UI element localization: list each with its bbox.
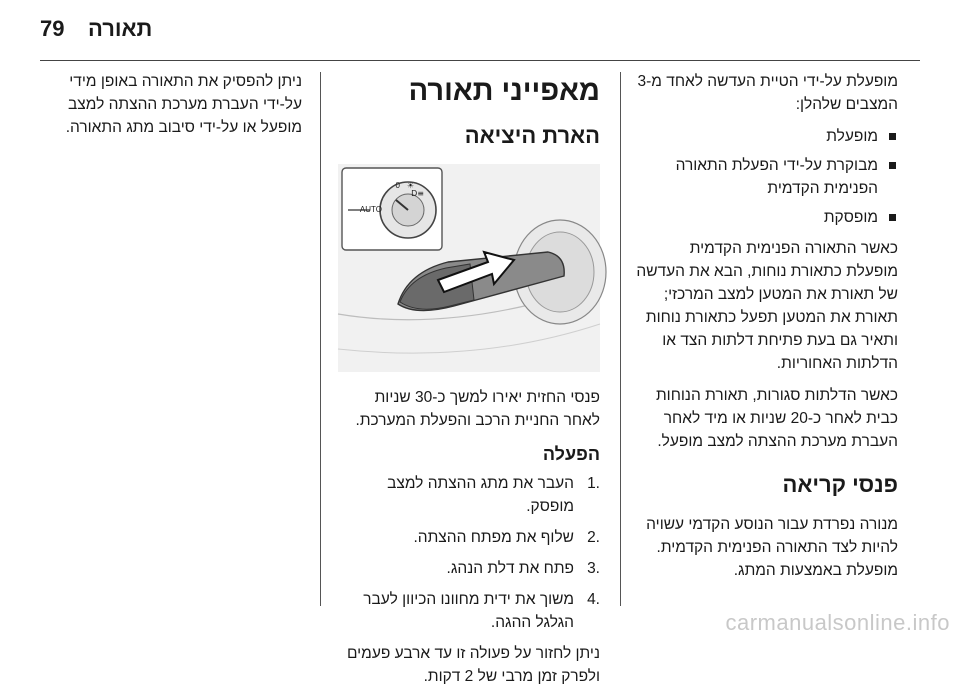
comfort-light-paragraph: כאשר התאורה הפנימית הקדמית מופעלת כתאורת נוחות, הבא את העדשה של תאורת את המטען למצב המרכזי; תאורת את המטען תפעל כתאורת נוחות ותאיר גם בעת פתיחת דלתות הצד או הדלתות האחוריות. [636,240,898,372]
dial-label: ≡D [411,189,424,198]
dial-label: 0 [395,181,400,190]
middle-column [338,70,600,697]
page-header [0,0,960,62]
step-number: 3. [587,560,600,577]
exit-lighting-illustration [338,164,600,372]
step-text: העבר את מתג ההצתה למצב מופסק. [387,475,574,515]
section-title: מאפייני תאורה [408,75,600,107]
step-text: משוך את ידית מחוונו הכיוון לעבר הגלגל ההגה. [363,591,574,631]
cancel-exit-lighting-paragraph: ניתן להפסיק את התאורה באופן מידי על-ידי העברת מערכת ההצתה למצב מופעל או על-ידי סיבוב מתג התאורה. [65,73,302,136]
step-text: פתח את דלת הנהג. [446,560,574,577]
step-text: שלוף את מפתח ההצתה. [413,529,574,546]
header-rule [40,60,920,61]
step-item [338,472,600,518]
step-number: 1. [587,475,600,492]
exit-lighting-caption: פנסי החזית יאירו למשך כ-30 שניות לאחר החניית הרכב והפעלת המערכת. [355,389,600,429]
step-item [338,588,600,634]
left-column [40,70,302,148]
step-item [338,557,600,580]
page-number: 79 [40,16,65,41]
right-column [636,70,898,591]
lamp-modes-list [636,125,898,229]
column-divider-right [620,72,621,606]
activation-heading: הפעלה [542,444,600,464]
lamp-mode-item: מופסקת [636,206,898,229]
reading-lights-paragraph: מנורה נפרדת עבור הנוסע הקדמי עשויה להיות לצד התאורה הפנימית הקדמית. מופעלת באמצעות המתג. [646,516,898,579]
chapter-title: תאורה [88,16,153,41]
step-number: 2. [587,529,600,546]
repeat-note: ניתן לחזור על פעולה זו עד ארבע פעמים ולפרק זמן מרבי של 2 דקות. [346,645,600,685]
lamp-modes-intro: מופעלת על-ידי הטיית העדשה לאחד מ-3 המצבים שלהלן: [637,73,898,113]
column-divider-left [320,72,321,606]
lamp-mode-item: מופעלת [636,125,898,148]
dial-label: AUTO [359,205,382,214]
comfort-light-off-paragraph: כאשר הדלתות סגורות, תאורת הנוחות כבית לאחר כ-20 שניות או מיד לאחר העברת מערכת ההצתה למצב מופעל. [655,387,898,450]
step-item [338,526,600,549]
step-number: 4. [587,591,600,608]
exit-lighting-heading: הארת היציאה [464,123,600,148]
light-switch-stalk-figure [338,164,600,372]
reading-lights-heading: פנסי קריאה [782,472,898,497]
watermark: carmanualsonline.info [725,610,950,635]
dial-label: ☀ [406,181,414,190]
activation-steps [338,472,600,634]
lamp-mode-item: מבוקרת על-ידי הפעלת התאורה הפנימית הקדמית [636,154,898,200]
